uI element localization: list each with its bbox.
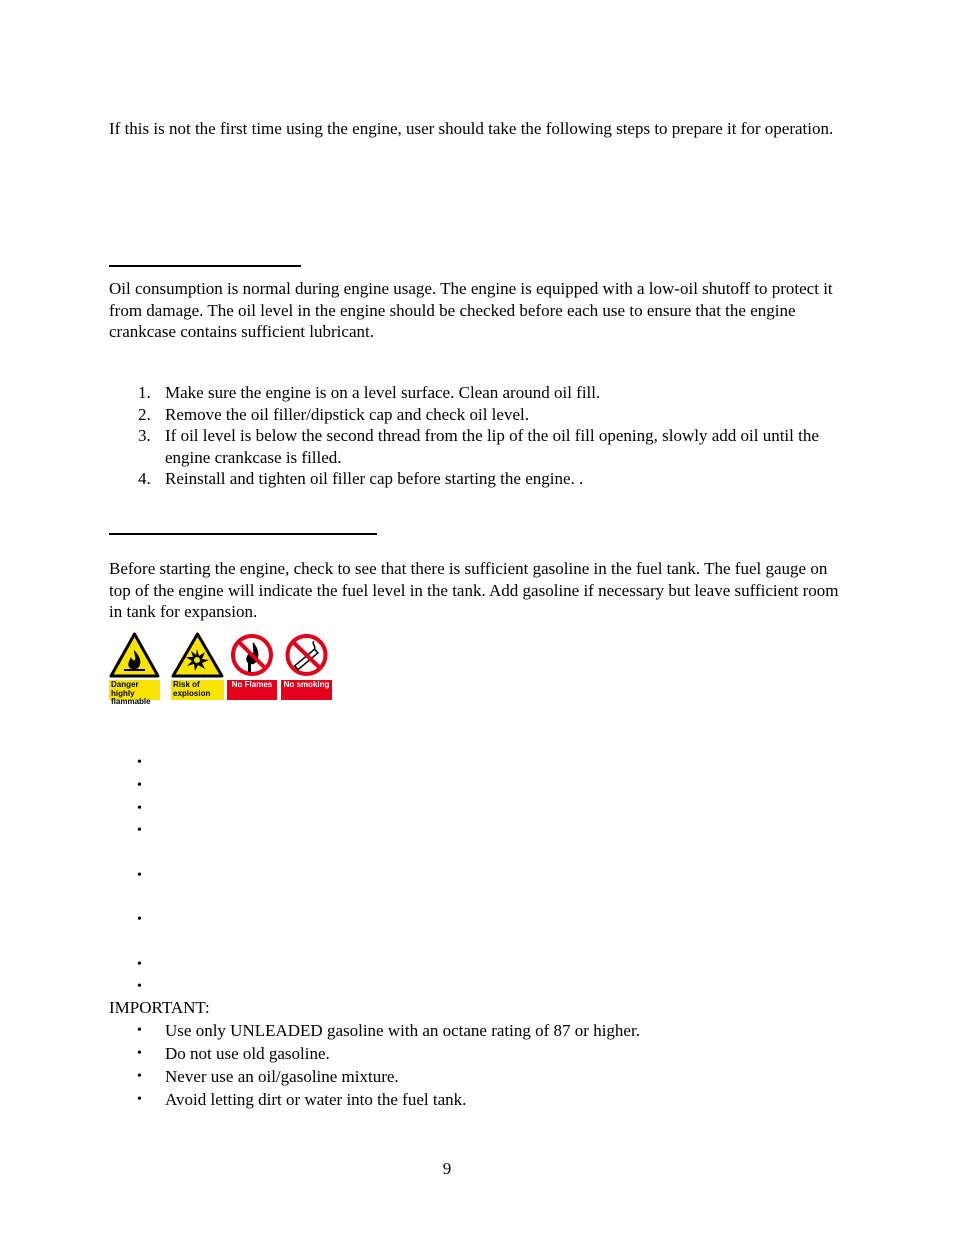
important-heading: IMPORTANT: [109, 998, 210, 1017]
sign-label: Risk of explosion [171, 680, 224, 700]
page-number: 9 [442, 1159, 452, 1178]
no-flames-icon [227, 632, 277, 678]
important-item-text: Avoid letting dirt or water into the fuel tank. [165, 1090, 467, 1109]
list-item [109, 425, 849, 468]
safety-sign-explosion [171, 632, 224, 698]
safety-sign-no-flames [227, 632, 277, 689]
sign-label: No smoking [281, 680, 332, 700]
list-item [109, 1066, 849, 1089]
safety-sign-no-smoking [281, 632, 332, 689]
oil-steps-list [109, 382, 849, 490]
safety-sign-flammable [109, 632, 160, 706]
bullet-glyph: • [137, 912, 142, 927]
bullet-glyph: • [137, 755, 142, 770]
step-text: Make sure the engine is on a level surface. Clean around oil fill. [165, 383, 601, 402]
bullet-glyph: • [137, 1069, 142, 1084]
oil-section-heading-rule [109, 265, 301, 267]
list-item [109, 1043, 849, 1066]
step-number: 3. [138, 426, 151, 445]
no-smoking-icon [281, 632, 332, 678]
bullet-glyph: • [137, 1023, 142, 1038]
list-item [109, 1020, 849, 1043]
sign-label: No Flames [227, 680, 277, 700]
list-item [109, 468, 849, 490]
important-item-text: Do not use old gasoline. [165, 1044, 330, 1063]
step-number: 1. [138, 383, 151, 402]
fuel-section-heading-rule [109, 533, 377, 535]
important-list [109, 1020, 849, 1112]
list-item [109, 404, 849, 426]
bullet-glyph: • [137, 1092, 142, 1107]
step-text: Remove the oil filler/dipstick cap and check oil level. [165, 404, 529, 424]
important-item-text: Never use an oil/gasoline mixture. [165, 1067, 399, 1086]
important-item-text: Use only UNLEADED gasoline with an octane rating of 87 or higher. [165, 1021, 640, 1040]
fuel-paragraph: Before starting the engine, check to see that there is sufficient gasoline in the fuel tank. The fuel gauge on top of the engine will indicate the fuel level in the tank. Add gasoline if necessary but leave sufficient room in tank for expansion. [109, 559, 839, 621]
list-item [109, 382, 849, 404]
step-text: Reinstall and tighten oil filler cap before starting the engine. . [165, 469, 584, 488]
step-number: 2. [138, 404, 151, 424]
bullet-glyph: • [137, 868, 142, 883]
bullet-glyph: • [137, 823, 142, 838]
bullet-glyph: • [137, 979, 142, 994]
bullet-glyph: • [137, 1046, 142, 1061]
oil-paragraph: Oil consumption is normal during engine usage. The engine is equipped with a low-oil shutoff to protect it from damage. The oil level in the engine should be checked before each use to ensure that the engine crankcase contains sufficient lubricant. [109, 279, 833, 341]
bullet-glyph: • [137, 957, 142, 972]
list-item [109, 1089, 849, 1112]
explosion-hazard-icon [171, 632, 224, 678]
step-number: 4. [138, 469, 151, 488]
step-text: If oil level is below the second thread from the lip of the oil fill opening, slowly add oil until the engine crankcase is filled. [165, 426, 819, 467]
sign-label: Danger highly flammable [109, 680, 160, 700]
flame-hazard-icon [109, 632, 160, 678]
bullet-glyph: • [137, 778, 142, 793]
intro-paragraph: If this is not the first time using the engine, user should take the following steps to prepare it for operation. [109, 119, 834, 138]
bullet-glyph: • [137, 801, 142, 816]
